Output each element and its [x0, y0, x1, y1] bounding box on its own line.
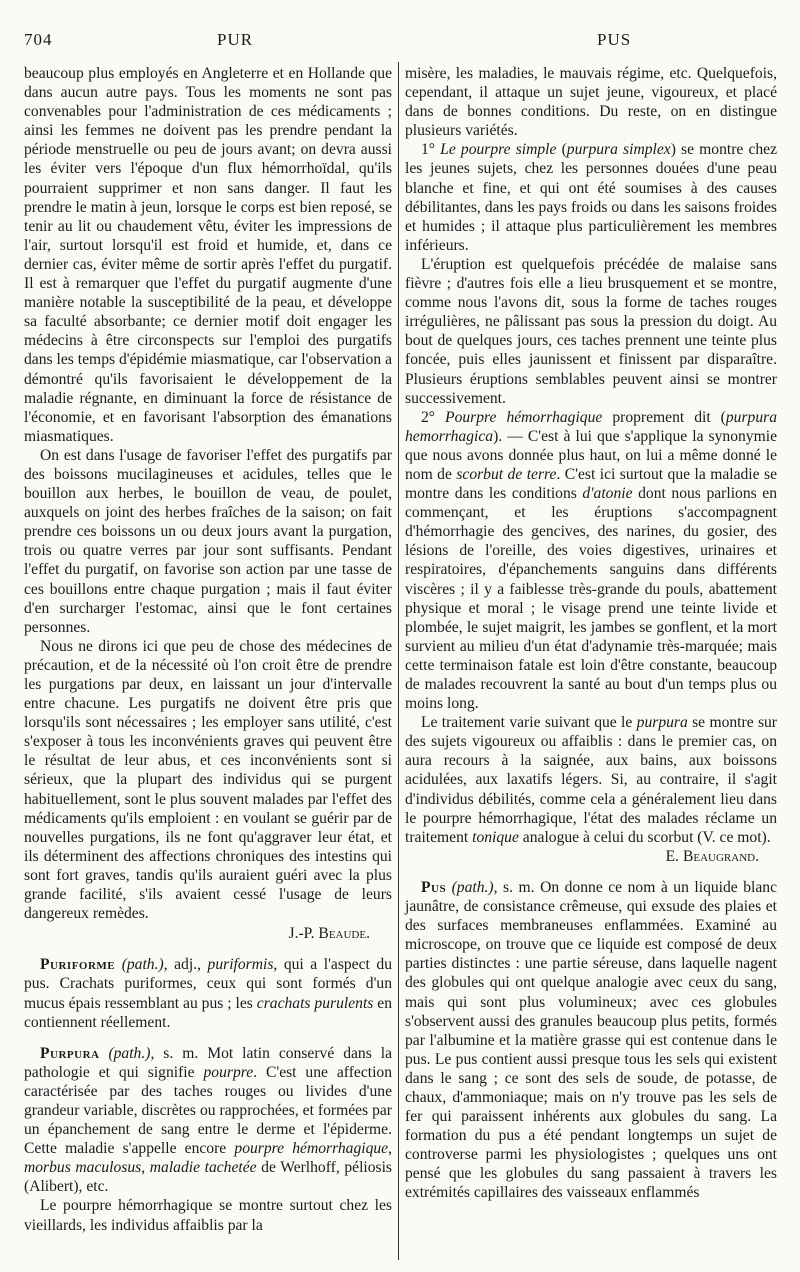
eruption-paragraph: L'éruption est quelquefois précédée de malaise sans fièvre ; d'autres fois elle a lieu brusquement et se montre, comme nous l'avons dit, sous la forme de taches rouges irrégulières, ne pâlissant pas sous la pression du doigt. Au bout de quelques jours, ces taches prennent une teinte plus foncée, puis elles jaunissent et finissent par disparaître. Plusieurs éruptions semblables peuvent ainsi se montrer successivement.	[405, 255, 777, 407]
purpura-paragraph-2: Le pourpre hémorrhagique se montre surtout chez les vieillards, les individus affaiblis par la	[24, 1197, 392, 1234]
left-column	[24, 64, 392, 1235]
purgatif-paragraph-1: beaucoup plus employés en Angleterre et en Hollande que dans aucun autre pays. Tous les moments ne sont pas convenables pour l'administration de ces médicaments ; ainsi les femmes ne doivent pas les prendre pendant la période menstruelle ou peu de jours avant; on devra aussi les éviter vers l'époque d'un flux hémorrhoïdal, qu'ils pourraient supprimer et non sans danger. Il faut les prendre le matin à jeun, lorsque le corps est bien reposé, se tenir au lit ou chaudement vêtu, éviter les impressions de l'air, surtout lorsqu'il est froid et humide, et, dans ce dernier cas, éviter même de sortir après l'effet du purgatif. Il est à remarquer que l'effet du purgatif augmente d'une manière notable la susceptibilité de la peau, et développe sa faculté absorbante; ce dernier motif doit engager les médecins à être circonspects sur l'emploi des purgatifs dans les temps d'épidémie miasmatique, car l'observation a démontré qu'ils favorisaient le développement de la maladie régnante, en diminuant la force de résistance de l'économie, et en favorisant l'absorption des émanations miasmatiques.	[24, 65, 392, 445]
entry-pus: Pus (path.), s. m. On donne ce nom à un liquide blanc jaunâtre, de consistance crêmeuse, qui exsude des plaies et des surfaces membraneuses enflammées. Examiné au microscope, on trouve que ce liquide est composé de deux parties distinctes : une partie séreuse, dans laquelle nagent des globules qui ont quelque analogie avec ceux du sang, mais qui sont plus volumineux; avec ces globules s'observent aussi des granules beaucoup plus petits, formés par l'albumine et la matière grasse qui est contenue dans le pus. Le pus contient aussi presque tous les sels qui existent dans le sang ; ce sont des sels de soude, de potasse, de chaux, d'ammoniaque; mais on n'y trouve pas les sels de fer qui paraissent inhérents aux globules du sang. La formation du pus a été pendant longtemps un sujet de controverse parmi les physiologistes ; quelques uns ont pensé que les globules du sang passaient à travers les extrémités capillaires des vaisseaux enflammés	[405, 878, 777, 1202]
purpura-paragraph-3: misère, les maladies, le mauvais régime, etc. Quelquefois, cependant, il attaque un sujet jeune, vigoureux, et placé dans de bonnes conditions. Du reste, on en distingue plusieurs variétés.	[405, 65, 777, 140]
page-number: 704	[24, 30, 53, 49]
entry-puriforme: Puriforme (path.), adj., puriformis, qui a l'aspect du pus. Crachats puriformes, ceux qui sont formés d'un mucus épais ressemblant au pus ; les crachats purulents en contiennent réellement.	[24, 956, 392, 1031]
column-divider	[398, 62, 399, 1260]
right-running-head: PUS	[597, 30, 632, 49]
author-signature: E. Beaugrand.	[665, 847, 759, 865]
purpura-hemorrhagica-paragraph: 2° Pourpre hémorrhagique proprement dit (purpura hemorrhagica). — C'est à lui que s'applique la synonymie que nous avons donnée plus haut, on lui a même donné le nom de scorbut de terre. C'est ici surtout que la maladie se montre dans les conditions d'atonie dont nous parlions en commençant, et les éruptions s'accompagnent d'hémorrhagie des gencives, des narines, du gosier, des lésions de l'oreille, des voies digestives, urinaires et respiratoires, d'épanchements sanguins dans différents viscères ; il y a faiblesse très-grande du pouls, abattement physique et moral ; le visage prend une teinte livide et plombée, le sujet maigrit, les jambes se gonflent, et la mort survient au milieu d'un état d'adynamie très-marquée; mais cette terminaison fatale est loin d'être constante, beaucoup de malades recouvrent la santé au bout d'un temps plus ou moins long.	[405, 408, 778, 713]
purgatif-paragraph-2: On est dans l'usage de favoriser l'effet des purgatifs par des boissons mucilagineuses et acidules, telles que le bouillon aux herbes, le bouillon de veau, de poulet, auxquels on joint des herbes fraîches de la saison; on fait prendre ces boissons un ou deux jours avant la purgation, trois ou quatre verres par jour sont suffisants. Pendant l'effet du purgatif, on favorise son action par une tasse de ces bouillons entre chaque purgation ; mais il faut éviter d'en surcharger l'estomac, ainsi que le font certaines personnes.	[24, 446, 392, 636]
entry-purpura: Purpura (path.), s. m. Mot latin conservé dans la pathologie et qui signifie pourpre. C'est une affection caractérisée par des taches rouges ou livides d'une grandeur variable, discrètes ou rapprochées, et formées par un épanchement de sang entre le derme et l'épiderme. Cette maladie s'appelle encore pourpre hémorrhagique, morbus maculosus, maladie tachetée de Werlhoff, péliosis (Alibert), etc.	[24, 1044, 393, 1196]
headword-purpura: Purpura	[40, 1044, 100, 1062]
domain-label: (path.)	[451, 878, 494, 896]
headword-pus: Pus	[421, 878, 447, 896]
purpura-simplex-paragraph: 1° Le pourpre simple (purpura simplex) se montre chez les jeunes sujets, chez les personnes douées d'une peau blanche et fine, et qui ont été soumises à des causes débilitantes, dans les pays froids ou dans les saisons froides et humides ; il attaque plus particulièrement les membres inférieurs.	[405, 141, 778, 254]
author-signature: J.-P. Beaude.	[288, 925, 370, 943]
right-column	[405, 64, 777, 1203]
treatment-paragraph: Le traitement varie suivant que le purpura se montre sur des sujets vigoureux ou affaiblis : dans le premier cas, on aura recours à la saignée, aux bains, aux boissons acidulées, aux laxatifs légers. Si, au contraire, il s'agit d'individus débilités, comme cela a généralement lieu dans le pourpre hémorrhagique, l'état des malades réclame un traitement tonique analogue à celui du scorbut (V. ce mot). E. Beaugrand.	[405, 714, 778, 865]
domain-label: (path.)	[121, 956, 164, 974]
headword-puriforme: Puriforme	[40, 956, 116, 974]
running-header	[22, 30, 778, 56]
left-running-head: PUR	[217, 30, 254, 49]
purgatif-paragraph-3: Nous ne dirons ici que peu de chose des médecines de précaution, et de la nécessité où l'on croit être de prendre les purgations par deux, en laissant un jour d'intervalle entre chacune. Les purgatifs ne doivent être pris que lorsqu'ils sont nécessaires ; les employer sans utilité, c'est s'exposer à tous les inconvénients graves qui peuvent être le résultat de leur abus, et ces inconvénients sont si sérieux, que la plupart des individus qui se purgent habituellement, sont le plus souvent malades par l'effet des médicaments qu'ils emploient : en voulant se guérir par de nouvelles purgations, ils ne font qu'aggraver leur état, et ils déterminent des affections chroniques des intestins qui sont fort graves, tandis qu'ils auraient guéri avec la plus grande facilité, s'ils avaient cessé l'usage de leurs dangereux remèdes.	[24, 637, 392, 923]
domain-label: (path.)	[108, 1044, 151, 1062]
